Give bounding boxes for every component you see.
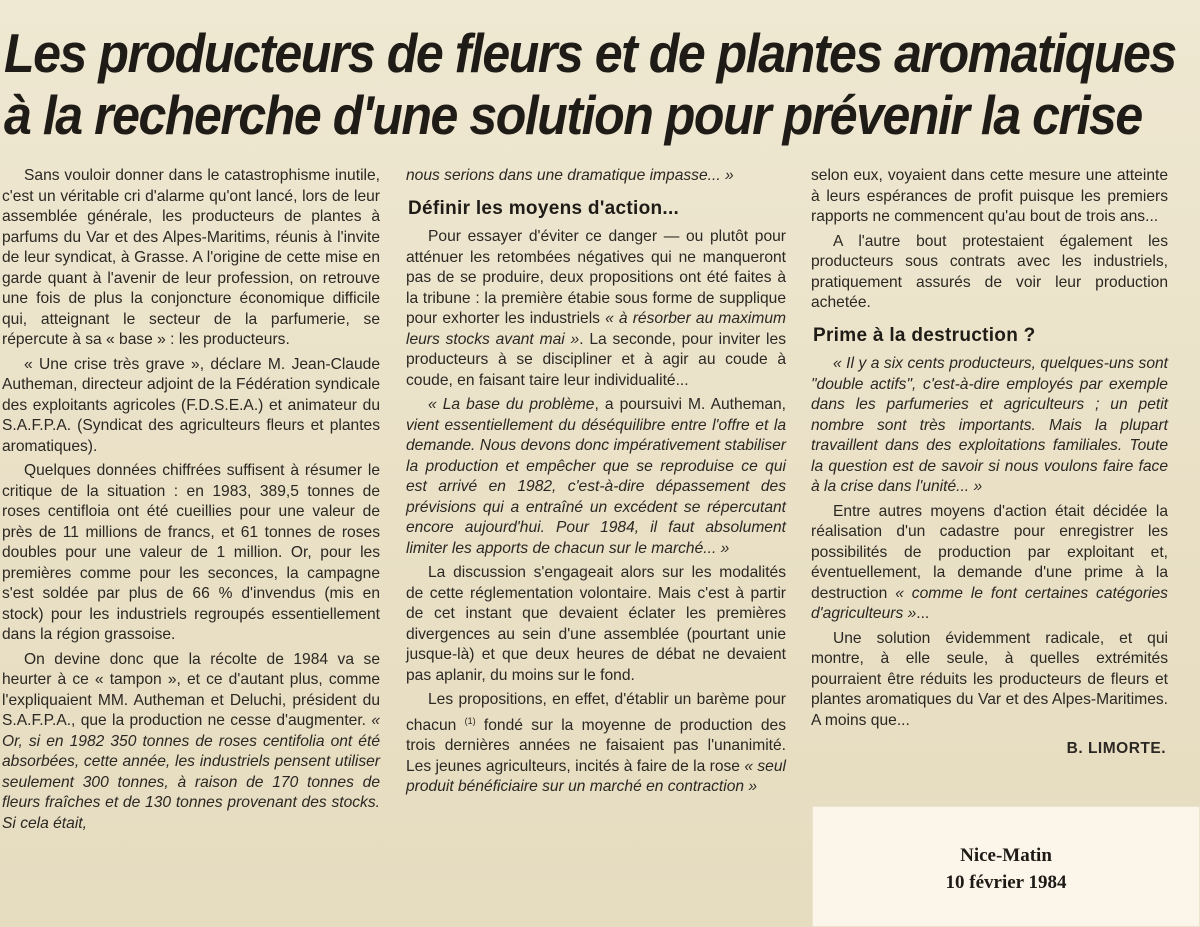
caption-date: 10 février 1984 [945,872,1067,893]
quote: « comme le font certaines catégories d'agriculteurs » [811,584,1168,622]
text: , a poursuivi M. Autheman, [594,396,786,413]
article-column-3 [811,166,1168,760]
text: On devine donc que la récolte de 1984 va se heurter à ce « tampon », et ce d'autant plus, comme l'expliquaient MM. Autheman et Deluchi, président du S.A.F.P.A., que la production ne cesse d'augmenter. [2,650,380,729]
headline-line-2: à la recherche d'une solution pour prévenir la crise [4,84,1142,146]
article-headline [4,22,1176,146]
section-heading: Prime à la destruction ? [813,324,1036,346]
text: ... [916,605,930,622]
paragraph [2,650,380,835]
text: Les propositions, en effet, d'établir un barème pour chacun [406,691,786,734]
quote: « La base du problème [428,396,595,413]
paragraph: Une solution évidemment radicale, et qui montre, à elle seule, à quelles extrémités pourraient être réduits les producteurs de fleurs et plantes aromatiques du Var et des Alpes-Maritimes. A moins que... [811,629,1168,729]
paragraph: La discussion s'engageait alors sur les modalités de cette réglementation volontaire. Mais c'est à partir de cet instant que devaient éclater les premières divergences au sein d'une assemblée (pourtant unie jusque-là) et que deux heures de débat ne devaient pas aplanir, du moins sur le fond. [406,564,786,684]
paragraph-continuation: nous serions dans une dramatique impasse... » [406,167,734,184]
paragraph [2,355,380,458]
text: Entre autres moyens d'action était décidée la réalisation d'un cadastre pour enregistrer les possibilités de production par exploitant et, éventuellement, la demande d'une prime à la destruction [811,502,1168,602]
paragraph [406,395,786,559]
paragraph: « Il y a six cents producteurs, quelques-uns sont "double actifs", c'est-à-dire employés par exemple dans les parfumeries et agriculteurs ; un petit nombre sont très importants. Mais la plupart travaillent dans des exploitations familiales. Toute la question est de savoir si nous voulons faire face à la crise dans l'unité... » [811,355,1168,495]
article-column-2 [406,166,786,802]
text: Pour essayer d'éviter ce danger — ou plutôt pour atténuer les retombées négatives qui ne manqueront pas de se produire, deux propositions ont été faites à la tribune : la première étabie sous forme de supplique pour exhorter les industriels [406,228,786,327]
paragraph: Quelques données chiffrées suffisent à résumer le critique de la situation : en 1983, 389,5 tonnes de roses centifloia ont été cueillies pour une valeur de près de 11 millions de francs, et 61 tonnes de roses doubles pour une valeur de 1 million. Or, pour les premières comme pour les seconces, la campagne s'est soldée par plus de 66 % d'invendus (mis en stock) pour les industriels regroupés essentiellement dans la région grassoise. [2,462,380,643]
quote: « Une crise très grave » [24,355,200,373]
author-signature: B. LIMORTE. [1066,740,1166,757]
paragraph: Sans vouloir donner dans le catastrophisme inutile, c'est un véritable cri d'alarme qu'ont lancé, lors de leur assemblée générale, les producteurs de plantes à parfums du Var et des Alpes-Maritims, réunis à l'invite de leur syndicat, à Grasse. A l'origine de cette mise en garde quant à l'avenir de leur profession, on retrouve une fois de plus la conjoncture économique difficile qui, atteignant le secteur de la parfumerie, se répercute à sa « base » : les producteurs. [2,167,380,348]
paragraph [406,227,786,391]
paragraph [811,502,1168,625]
quote: « à résorber au maximum leurs stocks avant mai » [406,310,786,348]
source-caption [812,806,1200,927]
caption-source: Nice-Matin [960,845,1052,866]
paragraph [406,690,786,798]
footnote-marker: (1) [464,715,476,726]
text: . La seconde, pour inviter les producteurs à se discipliner et à agir au coude à coude, en faisant taire leur individualité... [406,330,786,389]
quote: « Or, si en 1982 350 tonnes de roses centifolia ont été absorbées, cette année, les industriels pensent utiliser seulement 300 tonnes, à raison de 170 tonnes de fleurs fraîches et de 130 tonnes provenant des stocks. Si cela était, [2,712,380,832]
text: , déclare M. Jean-Claude Autheman, directeur adjoint de la Fédération syndicale des exploitants agricoles (F.D.S.E.A.) et animateur du S.A.F.P.A. (Syndicat des agriculteurs fleurs et plantes aromatiques). [2,355,380,455]
quote: « seul produit bénéficiaire sur un marché en contraction » [406,757,786,796]
quote: vient essentiellement du déséquilibre entre l'offre et la demande. Nous devons donc impérativement stabiliser la production et empêcher que se reproduise ce qui est arrivé en 1982, c'est-à-dire dépassement des prévisions qui a entraîné un excédent se répercutant encore aujourd'hui. Pour 1984, il faut absolument limiter les apports de chacun sur le marché... » [406,416,786,557]
paragraph: A l'autre bout protestaient également les producteurs sous contrats avec les industriels, pratiquement assurés de voir leur production achetée. [811,232,1168,311]
paragraph-continuation: selon eux, voyaient dans cette mesure une atteinte à leurs espérances de profit puisque les premiers rapports ne commencent qu'au bout de trois ans... [811,167,1168,225]
text: fondé sur la moyenne de production des trois dernières années ne faisaient pas l'unanimité. Les jeunes agriculteurs, incités à faire de la rose [406,716,786,775]
article-column-1 [2,166,380,838]
section-heading: Définir les moyens d'action... [408,197,680,219]
headline-line-1: Les producteurs de fleurs et de plantes aromatiques [4,22,1176,84]
